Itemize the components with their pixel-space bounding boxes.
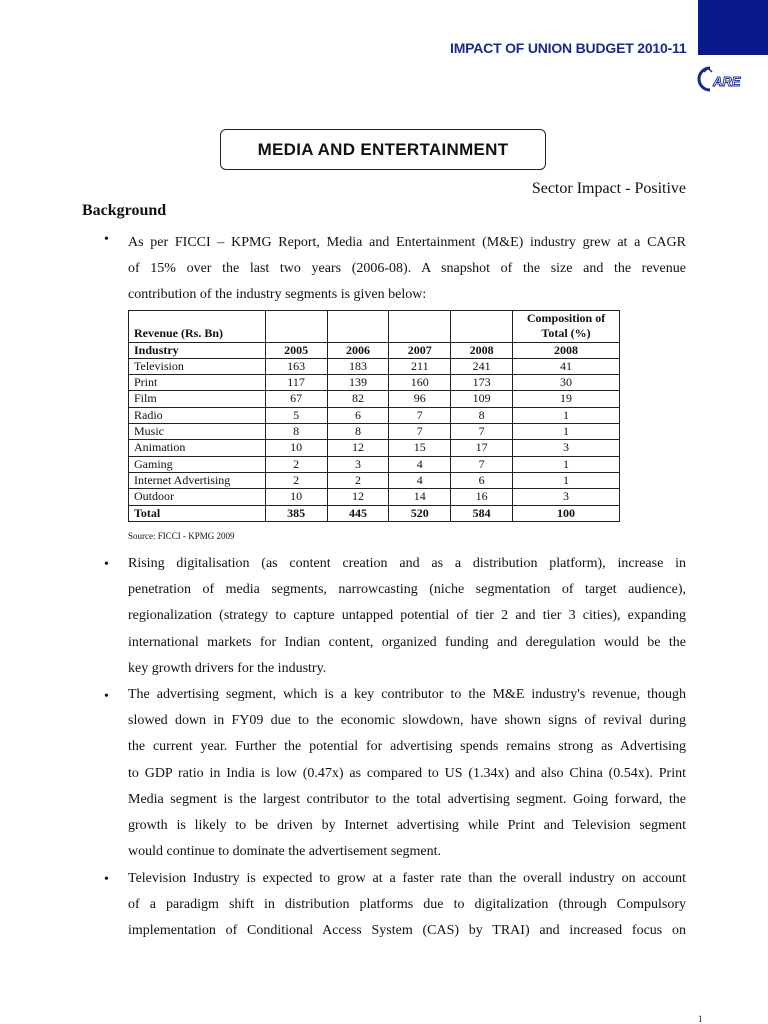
table-cell: 10 [265,489,327,505]
table-cell: Gaming [129,456,266,472]
table-cell: 14 [389,489,451,505]
table-row [129,424,620,440]
table-cell: 12 [327,440,389,456]
table-cell: 96 [389,391,451,407]
table-cell: 584 [451,505,513,521]
table-cell: 1 [513,407,620,423]
table-cell: 19 [513,391,620,407]
table-cell: 7 [451,456,513,472]
table-cell: 3 [513,440,620,456]
svg-text:ARE: ARE [713,74,741,89]
table-source: Source: FICCI - KPMG 2009 [128,531,235,541]
table-cell: 163 [265,358,327,374]
paragraph-4 [128,866,686,945]
sector-impact: Sector Impact - Positive [531,180,686,197]
table-cell: 3 [513,489,620,505]
table-cell: 183 [327,358,389,374]
table-cell: 3 [327,456,389,472]
paragraph-line: As per FICCI – KPMG Report, Media and Entertainment (M&E) industry grew at a CAGR [128,235,686,250]
table-cell: 7 [389,424,451,440]
table-cell: 1 [513,424,620,440]
table-cell: 67 [265,391,327,407]
table-cell: 8 [451,407,513,423]
table-cell: 41 [513,358,620,374]
table-cell: 82 [327,391,389,407]
table-row [129,489,620,505]
paragraph-line: implementation of Conditional Access System (CAS) by TRAI) and increased focus on [128,923,686,939]
paragraph-line: of a paradigm shift in distribution platforms due to digitalization (through Compulsory [128,897,686,913]
table-cell: 10 [265,440,327,456]
paragraph-line: regionalization (strategy to capture untapped potential of tier 2 and tier 3 cities), expanding [128,608,686,624]
table-cell: 2 [327,472,389,488]
table-cell: 12 [327,489,389,505]
table-total-row [129,505,620,521]
table-cell: 5 [265,407,327,423]
paragraph-line: Media segment is the largest contributor to the total advertising segment. Going forward, the [128,791,686,807]
table-cell: 7 [389,407,451,423]
table-cell: 100 [513,505,620,521]
bullet-4: • [104,872,109,887]
table-row [129,440,620,456]
page-number: 1 [698,1014,703,1024]
table-row [129,472,620,488]
table-cell: 1 [513,472,620,488]
table-row [129,358,620,374]
table-cell: 16 [451,489,513,505]
paragraph-line: international markets for Indian content, organized funding and deregulation would be the [128,634,686,650]
paragraph-line: Rising digitalisation (as content creation and as a distribution platform), increase in [128,556,686,571]
table-row [129,375,620,391]
table-cell: 17 [451,440,513,456]
table-cell: 1 [513,456,620,472]
revenue-label: Revenue (Rs. Bn) [129,311,266,343]
paragraph-line: would continue to dominate the advertisement segment. [128,844,441,860]
table-cell: 117 [265,375,327,391]
table-cell: 15 [389,440,451,456]
table-cell: 6 [327,407,389,423]
table-row [129,391,620,407]
revenue-table [128,310,620,522]
paragraph-line: Television Industry is expected to grow at a faster rate than the overall industry on account [128,871,686,886]
table-cell: Film [129,391,266,407]
table-cell: Radio [129,407,266,423]
header-blue-block [698,0,768,55]
table-cell: 7 [451,424,513,440]
table-cell: Animation [129,440,266,456]
paragraph-line: growth is likely to be driven by Internet advertising while Print and Television segment [128,818,686,834]
table-cell: 2 [265,472,327,488]
table-cell: 385 [265,505,327,521]
paragraph-line: penetration of media segments, narrowcasting (niche segmentation of target audience), [128,582,686,598]
table-cell: 4 [389,456,451,472]
table-cell: 30 [513,375,620,391]
table-cell: 160 [389,375,451,391]
paragraph-line: key growth drivers for the industry. [128,660,327,676]
table-cell: 173 [451,375,513,391]
paragraph-line: of 15% over the last two years (2006-08). A snapshot of the size and the revenue [128,261,686,277]
column-header: 2008 [451,342,513,358]
table-column-headers [129,342,620,358]
table-cell: 211 [389,358,451,374]
bullet-2: • [104,557,109,572]
paragraph-1 [128,230,686,309]
bullet-1: • [104,232,109,247]
table-cell: Music [129,424,266,440]
table-cell: 4 [389,472,451,488]
paragraph-2 [128,551,686,682]
table-row [129,407,620,423]
table-header-row [129,311,620,343]
table-cell: Total [129,505,266,521]
table-cell: Outdoor [129,489,266,505]
table-row [129,456,620,472]
paragraph-3 [128,682,686,865]
column-header: Industry [129,342,266,358]
composition-label: Composition of Total (%) [513,311,620,343]
table-cell: 2 [265,456,327,472]
table-cell: Print [129,375,266,391]
column-header: 2008 [513,342,620,358]
paragraph-line: slowed down in FY09 due to the economic slowdown, have shown signs of revival during [128,713,686,729]
table-cell: 6 [451,472,513,488]
document-title: MEDIA AND ENTERTAINMENT [220,129,546,170]
table-cell: Television [129,358,266,374]
table-cell: 8 [327,424,389,440]
table-cell: 520 [389,505,451,521]
care-logo [696,64,750,92]
column-header: 2005 [265,342,327,358]
paragraph-line: to GDP ratio in India is low (0.47x) as compared to US (1.34x) and also China (0.54x). Print [128,765,686,781]
paragraph-line: contribution of the industry segments is given below: [128,287,427,303]
report-header-title: IMPACT OF UNION BUDGET 2010-11 [450,40,687,56]
table-cell: 139 [327,375,389,391]
paragraph-line: The advertising segment, which is a key contributor to the M&E industry's revenue, though [128,687,686,702]
column-header: 2006 [327,342,389,358]
table-cell: 109 [451,391,513,407]
paragraph-line: the current year. Further the potential for advertising spends remains strong as Advertising [128,739,686,755]
section-heading: Background [82,202,167,219]
table-cell: 445 [327,505,389,521]
bullet-3: • [104,689,109,704]
table-cell: Internet Advertising [129,472,266,488]
table-cell: 241 [451,358,513,374]
column-header: 2007 [389,342,451,358]
table-cell: 8 [265,424,327,440]
